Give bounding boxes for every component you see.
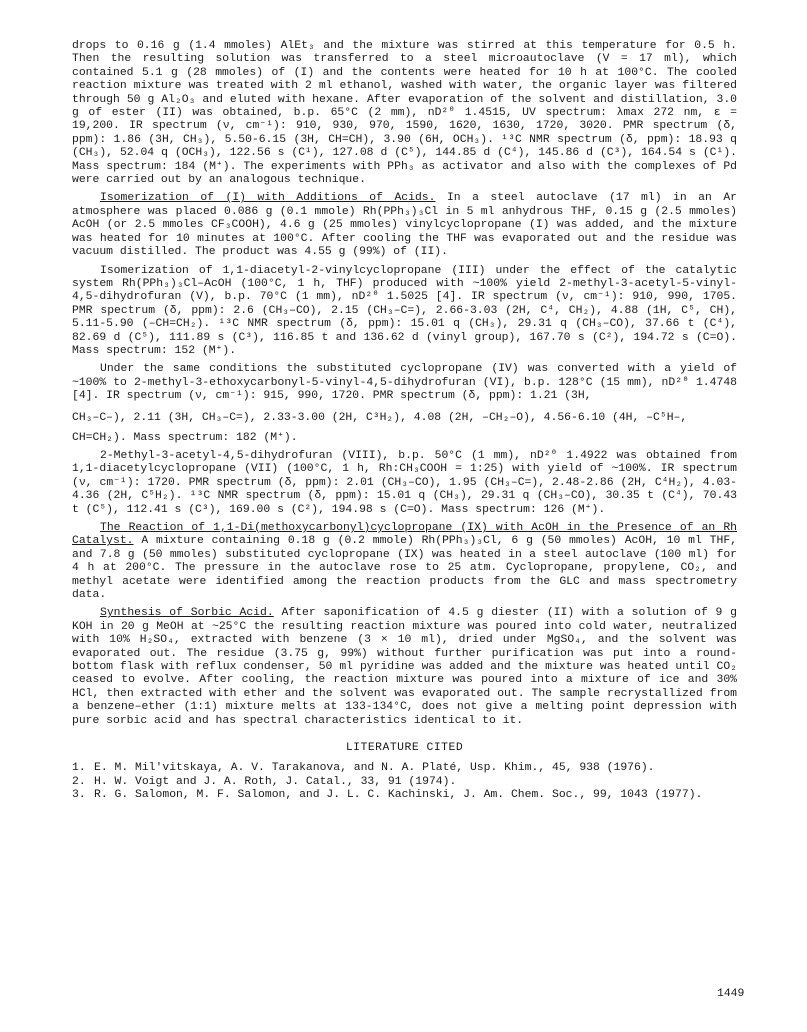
paragraph-text: In a steel autoclave (17 ml) in an Ar atmosphere was placed 0.086 g (0.1 mmole) Rh(PPh₃)₃Cl in 5 ml anhydrous THF, 0.15 g (2.5 mmoles) AcOH (or 2.5 mmoles CF₃COOH), 4.6 g (25 mmoles) vinylcyclopropane (I) was added, and the mixture was heated for 10 minutes at 100°C. After cooling the THF was evaporated out and the residue was vacuum distilled. The product was 4.55 g (99%) of (II). [72,192,738,259]
section-heading: Synthesis of Sorbic Acid. [100,607,274,620]
reference-item [72,762,737,775]
paragraph-text: Isomerization of 1,1-diacetyl-2-vinylcyclopropane (III) under the effect of the catalytic system Rh(PPh₃)₃Cl–AcOH (100°C, 1 h, THF) produced with ~100% yield 2-methyl-3-acetyl-5-vinyl-4,5-dihydrofuran (V), b.p. 70°C (1 mm), nD²⁰ 1.5025 [4]. IR spectrum (ν, cm⁻¹): 910, 990, 1705. PMR spectrum (δ, ppm): 2.6 (CH₃–CO), 2.15 (CH₃–C=), 2.66-3.03 (2H, C⁴, CH₂), 4.88 (1H, C⁵, CH), 5.11-5.90 (–CH=CH₂). ¹³C NMR spectrum (δ, ppm): 15.01 q (CH₃), 29.31 q (CH₃–CO), 37.66 t (C⁴), 82.69 d (C⁵), 111.89 s (C³), 116.85 t and 136.62 d (vinyl group), 167.70 s (C²), 194.72 s (C=O). Mass spectrum: 152 (M⁺). [72,264,737,357]
paragraph-continuation [72,40,737,187]
reference-list [72,762,737,802]
reference-item [72,776,737,789]
section-heading: The Reaction of 1,1-Di(methoxycarbonyl)cyclopropane (IX) with AcOH in the Presence of an Rh Catalyst. [72,522,737,548]
reference-text: H. W. Voigt and J. A. Roth, J. Catal., 33, 91 (1974). [94,775,457,788]
structure-fragment-line [72,409,737,427]
paragraph-isomerization-acids [72,192,737,259]
section-heading: Isomerization of (I) with Additions of Acids. [100,192,436,205]
paragraph-text: CH=CH₂). Mass spectrum: 182 (M⁺). [72,431,298,444]
paragraph-text: drops to 0.16 g (1.4 mmoles) AlEt₃ and the mixture was stirred at this temperature for 0.5 h. Then the resulting solution was transferred to a steel microautoclave (V = 17 ml), which contained 5.1 g (28 mmoles) of (I) and the contents were heated for 10 h at 100°C. The cooled reaction mixture was treated with 2 ml ethanol, washed with water, the organic layer was filtered through 50 g Al₂O₃ and eluted with hexane. After evaporation of the solvent and distillation, 3.0 g of ester (II) was obtained, b.p. 65°C (2 mm), nD²⁰ 1.4515, UV spectrum: λmax 272 nm, ε = 19,200. IR spectrum (ν, cm⁻¹): 910, 930, 970, 1590, 1620, 1630, 1720, 3020. PMR spectrum (δ, ppm): 1.86 (3H, CH₃), 5.50-6.15 (3H, CH=CH), 3.90 (6H, OCH₃). ¹³C NMR spectrum (δ, ppm): 18.93 q (CH₃), 52.04 q (OCH₃), 122.56 s (C¹), 127.08 d (C⁵), 144.85 d (C⁴), 145.86 d (C³), 164.54 s (C¹). Mass spectrum: 184 (M⁺). The experiments with PPh₃ as activator and also with the complexes of Pd were carried out by an analogous technique. [72,40,737,187]
reference-number: 1. [72,762,86,775]
paragraph-text: Under the same conditions the substituted cyclopropane (IV) was converted with a yield of ~100% to 2-methyl-3-ethoxycarbonyl-5-vinyl-4,5-dihydrofuran (VI), b.p. 128°C (15 mm), nD²⁰ 1.4748 [4]. IR spectrum (ν, cm⁻¹): 915, 990, 1720. PMR spectrum (δ, ppm): 1.21 (3H, [72,363,737,403]
paragraph-text: CH₃–C–), 2.11 (3H, CH₃–C=), 2.33-3.00 (2H, C³H₂), 4.08 (2H, –CH₂–O), 4.56-6.10 (4H, –C⁵H–, [72,411,688,424]
paragraph-substituted-cyclopropane [72,363,737,403]
paragraph-mass-spectrum [72,432,737,445]
reference-item [72,789,737,802]
reference-number: 3. [72,788,86,801]
reference-text: R. G. Salomon, M. F. Salomon, and J. L. C. Kachinski, J. Am. Chem. Soc., 99, 1043 (1977). [94,788,703,801]
page-number: 1449 [717,988,745,1000]
paragraph-diacetyl-vinylcyclopropane [72,265,737,359]
paragraph-text: 2-Methyl-3-acetyl-4,5-dihydrofuran (VIII), b.p. 50°C (1 mm), nD²⁰ 1.4922 was obtained from 1,1-diacetylcyclopropane (VII) (100°C, 1 h, Rh:CH₃COOH = 1:25) with yield of ~100%. IR spectrum (ν, cm⁻¹): 1720. PMR spectrum (δ, ppm): 2.01 (CH₃–CO), 1.95 (CH₃–C=), 2.48-2.86 (2H, C⁴H₂), 4.03-4.36 (2H, C⁵H₂). ¹³C NMR spectrum (δ, ppm): 15.01 q (CH₃), 29.31 q (CH₃–CO), 30.35 t (C⁴), 70.43 t (C⁵), 112.41 s (C³), 169.00 s (C²), 194.98 s (C=O). Mass spectrum: 126 (M⁺). [72,449,737,516]
paragraph-sorbic-acid [72,607,737,728]
literature-cited-title: LITERATURE CITED [345,742,464,755]
paragraph-rh-catalyst-reaction [72,522,737,602]
reference-text: E. M. Mil'vitskaya, A. V. Tarakanova, and N. A. Platé, Usp. Khim., 45, 938 (1976). [94,762,655,775]
paragraph-text: A mixture containing 0.18 g (0.2 mmole) Rh(PPh₃)₃Cl, 6 g (50 mmoles) AcOH, 10 ml THF, and 7.8 g (50 mmoles) substituted cyclopropane (IX) was heated in a steel autoclave (100 ml) for 4 h at 200°C. The pressure in the autoclave rose to 25 atm. Cyclopropane, propylene, CO₂, and methyl acetate were identified among the reaction products from the GLC and mass spectrometry data. [72,535,737,602]
paper-page [72,40,737,802]
paragraph-methyl-acetyl-dihydrofuran [72,450,737,517]
reference-number: 2. [72,775,86,788]
paragraph-text: After saponification of 4.5 g diester (II) with a solution of 9 g KOH in 20 g MeOH at ~25°C the resulting reaction mixture was poured into cold water, neutralized with 10% H₂SO₄, extracted with benzene (3 × 10 ml), dried under MgSO₄, and the solvent was evaporated out. The residue (3.75 g, 99%) without further purification was put into a round-bottom flask with reflux condenser, 50 ml pyridine was added and the mixture was heated until CO₂ ceased to evolve. After cooling, the reaction mixture was poured into a mixture of ice and 30% HCl, then extracted with ether and the solvent was evaporated out. The sample recrystallized from a benzene–ether (1:1) mixture melts at 133-134°C, does not give a melting point depression with pure sorbic acid and has spectral characteristics identical to it. [72,607,737,727]
